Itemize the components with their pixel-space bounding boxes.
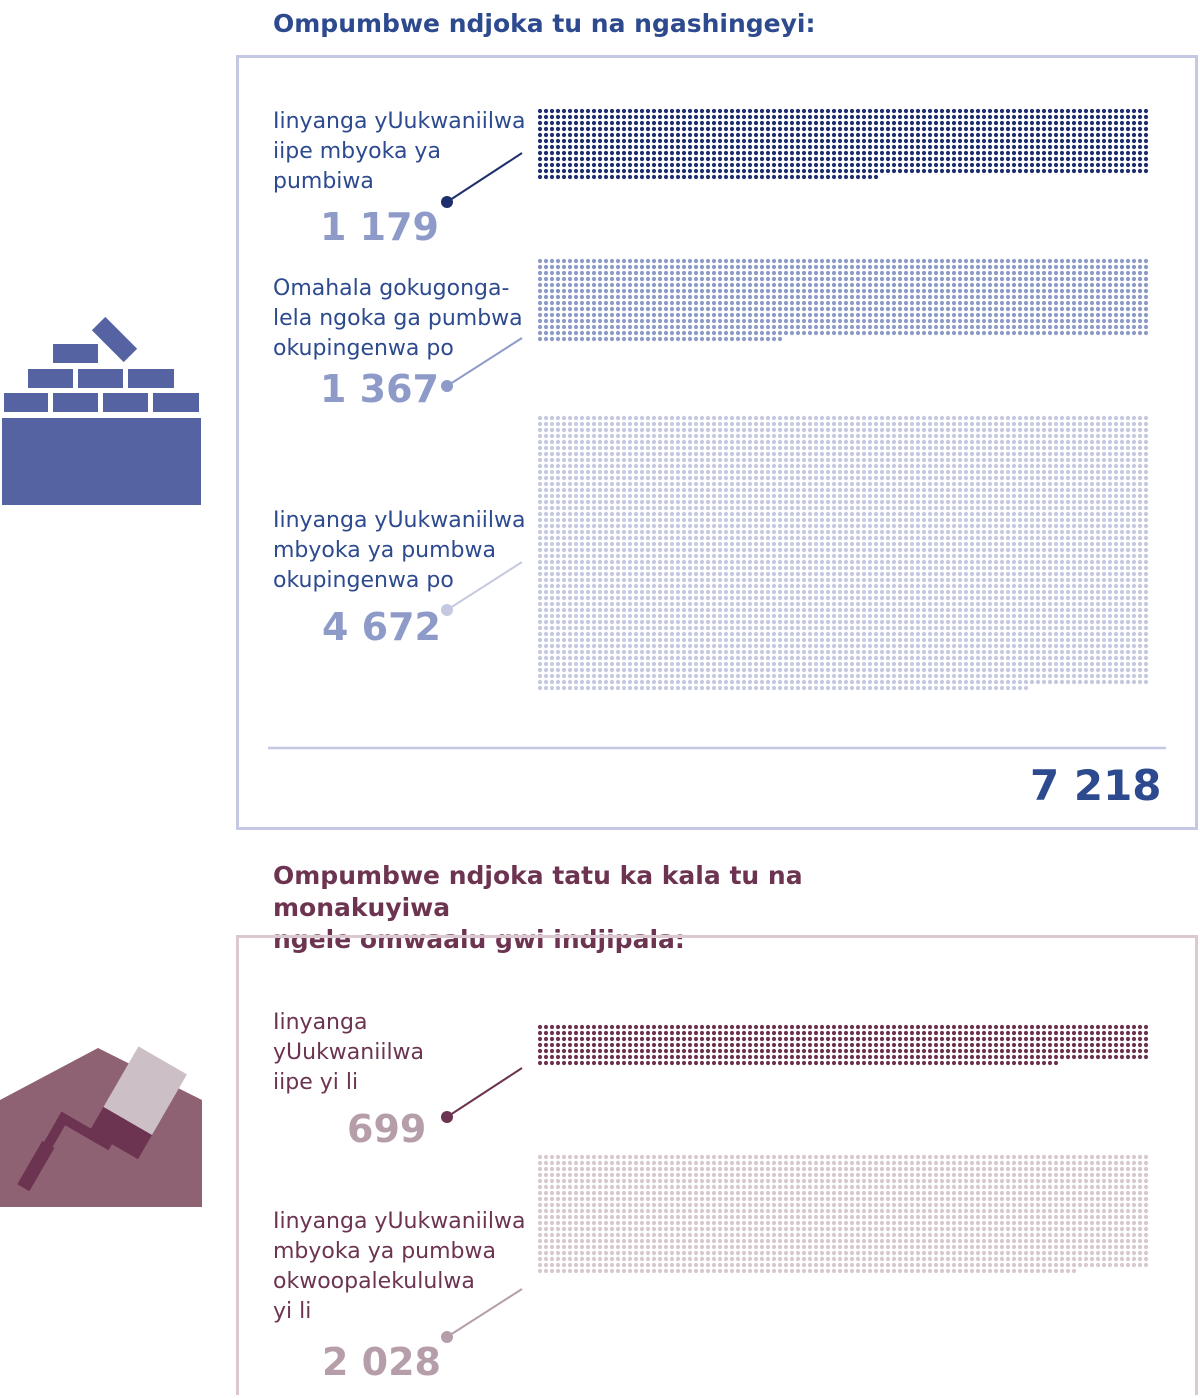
section2-title: Ompumbwe ndjoka tatu ka kala tu na monakuyiwa ngele omwaalu gwi indjipala: [273, 861, 803, 954]
s1-total: 7 218 [1030, 761, 1162, 810]
s1-item1-label: Iinyanga yUukwaniilwa iipe mbyoka ya pumbiwa [273, 109, 526, 194]
s1-item2-value: 1 367 [320, 367, 439, 411]
connector-s2-item1 [447, 1068, 522, 1117]
connector-s2-item1-dot [441, 1111, 453, 1123]
s2-item2-label: Iinyanga yUukwaniilwa mbyoka ya pumbwa okwoopalekululwa yi li [273, 1209, 526, 1324]
s2-item1-label: Iinyanga yUukwaniilwa iipe yi li [273, 1010, 425, 1095]
s1-item1-value: 1 179 [320, 205, 439, 249]
bar-s1-item1 [538, 109, 1148, 179]
connector-s1-item3 [447, 562, 522, 610]
bar-s1-item2 [538, 259, 1148, 341]
section1-title: Ompumbwe ndjoka tu na ngashingeyi: [273, 9, 816, 38]
connector-s1-item1 [447, 153, 522, 202]
s1-item2-label: Omahala gokugonga- lela ngoka ga pumbwa okupingenwa po [273, 276, 523, 361]
s2-item2-value: 2 028 [322, 1340, 441, 1384]
bar-s2-item1 [538, 1025, 1148, 1065]
bar-s2-item2 [538, 1155, 1148, 1273]
connector-s2-item2-dot [441, 1331, 453, 1343]
s2-item1-value: 699 [347, 1107, 427, 1151]
connector-s2-item2 [447, 1289, 522, 1337]
s1-item3-value: 4 672 [322, 605, 441, 649]
bar-s1-item3 [538, 416, 1148, 690]
connector-s1-item1-dot [441, 196, 453, 208]
s1-item3-label: Iinyanga yUukwaniilwa mbyoka ya pumbwa okupingenwa po [273, 508, 526, 593]
connector-s1-item2 [447, 338, 522, 386]
connector-s1-item3-dot [441, 604, 453, 616]
connector-s1-item2-dot [441, 380, 453, 392]
